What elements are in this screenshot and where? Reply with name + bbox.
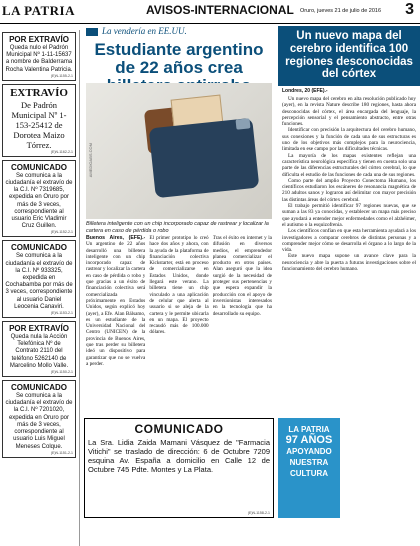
secondary-title-box <box>278 26 420 86</box>
paragraph: El trabajo permitió identificar 97 regiones nuevas, que se suman a las 83 ya conocidas, y establecer un mapa más preciso que ayudará a entender mejor enfermedades como el alzhéimer, el autismo o la esquizofrenia. <box>282 203 416 228</box>
ad-title: COMUNICADO <box>11 162 67 172</box>
ad-title: POR EXTRAVÍO <box>9 324 69 334</box>
ad-code: (E)N-1152-2-1 <box>50 230 73 235</box>
photo-caption: Billetera inteligente con un chip incorporado capaz de rastrear y localizar la cartera en caso de pérdida o robo <box>86 221 269 234</box>
article-column <box>86 235 145 425</box>
ad-code: (E)N-1151-2-1 <box>50 450 73 455</box>
classified-ad <box>2 380 76 458</box>
ad-title: COMUNICADO <box>11 383 67 393</box>
secondary-title: Un nuevo mapa del cerebro identifica 100 regiones desconocidas del córtex <box>285 30 413 81</box>
article-column: Tras el éxito en internet y la difusión en diversos medios, el emprendedor planea comercializar el producto en otros países. Alan aseguró que la idea surgió de la necesidad de proteger sus pertenencias y que espera expandir la producción con el apoyo de inversionistas interesados en la tecnología que ha desarrollado su equipo. <box>212 235 272 317</box>
promo-line: CULTURA <box>289 469 329 478</box>
promo-line: APOYANDO <box>286 447 332 456</box>
ad-code: (E)N-1155-2-1 <box>50 73 73 78</box>
masthead: LA PATRIA <box>2 3 75 18</box>
dateline: Oruro, jueves 21 de julio de 2016 <box>300 8 382 14</box>
paragraph: Como parte del amplio Proyecto Conectoma Humano, los científicos estudiaron los escáneres de resonancia magnética de 210 adultos sanos y lograron así delimitar con mayor precisión las distintas áreas del córtex cerebral. <box>282 177 416 203</box>
classified-ad <box>2 240 76 318</box>
page-number: 3 <box>405 1 414 18</box>
ad-code: (E)N-1150-2-1 <box>50 370 73 375</box>
article-text: Un argentino de 22 años desarrolló una billetera inteligente con un chip incorporado capaz de rastrear y localizar la cartera en caso de pérdida o robo y que gracias a un éxito de financiación colectiva será comercializada próximamente en Estados Unidos, según explicó hoy (ayer), a Efe. Alan Bálsamo, es un estudiante de la Universidad Nacional del Centro (UNICEN) de la provincia de Buenos Aires, que tras perder su billetera ideó un dispositivo para garantizar que no se vuelva a perder. <box>86 241 146 367</box>
promo-line: NUESTRA <box>289 458 329 467</box>
wallet-image <box>149 118 260 198</box>
promo-line: 97 AÑOS <box>285 434 333 446</box>
article-title: Estudiante argentino de 22 años crea <box>94 40 264 77</box>
comunicado-box <box>84 418 274 518</box>
article-city: Buenos Aires, (EFE).- <box>86 235 146 241</box>
promo-line: LA PATRIA <box>288 425 330 434</box>
article-column: El primer prototipo lo creó hace dos años y ahora, con la ayuda de la plataforma de financiación colectiva Kickstarter, está en proceso de comercializarse en Estados Unidos, donde llegará este verano. La billetera tiene un chip vinculado a una aplicación de celular que alerta al usuario si se aleja de la cartera y le permite ubicarla en un mapa. El proyecto recaudó más de 100.000 dólares. <box>149 235 209 336</box>
ad-title: COMUNICADO <box>11 243 67 253</box>
secondary-city: Londres, 20 (EFE).- <box>282 88 328 94</box>
photo-credit: AMEDIOABS.COM <box>88 143 93 178</box>
classified-ad <box>2 321 76 377</box>
comunicado-title: COMUNICADO <box>134 422 224 436</box>
article-kicker: La vendería en EE.UU. <box>84 26 274 39</box>
ad-body: Queda nula la Acción Telefónica Nº de Contrato 2110 del teléfono 5262140 de Marcelino Mollo Valle. <box>9 334 69 369</box>
classified-ad <box>2 160 76 238</box>
chip-image <box>236 118 251 129</box>
paragraph: La mayoría de los mapas existentes reflejan una característica neurológica específica y tienen en cuenta solo una parte de las diferencias estructurales del córtex cerebral, lo que dificulta el estudio de las funciones de cada una de sus regiones. <box>282 152 416 178</box>
paragraph: Un nuevo mapa del cerebro en alta resolución publicado hoy (ayer), en la revista Nature describe 180 regiones, hasta ahora desconocidas del córtex, el área encargada del lenguaje, la percepción sensorial y el pensamiento abstracto, entre otras funciones. <box>282 96 416 128</box>
article-columns <box>84 235 274 425</box>
ad-code: (E)N-1162-2-1 <box>50 149 73 154</box>
ad-title: POR EXTRAVÍO <box>9 35 69 44</box>
ad-body: Se comunica a la ciudadanía el extravío de la C.I. Nº 933325, expedida en Cochabamba por más de 3 veces, correspondiente al usuario Daniel Leocenia Canaviri. <box>5 253 73 310</box>
paragraph: Identificar con precisión la arquitectura del cerebro humano, sus conexiones y la función de cada una de sus estructuras es uno de los objetivos más complejos para la neurociencia, limitada en ese campo por las dificultades técnicas. <box>282 127 416 153</box>
promo-box <box>278 418 340 518</box>
paragraph: Los científicos confían en que esta herramienta ayudará a los investigadores a comparar cerebros de distintas personas y a comprender mejor cómo se desarrolla el órgano a lo largo de la vida. <box>282 228 416 254</box>
ad-body: Se comunica a la ciudadanía el extravío de la C.I. Nº 7201020, expedida en Oruro por más de 3 veces, correspondiente al usuario Luis Miguel Meneses Colque. <box>5 393 73 450</box>
ad-code: (E)N-1153-2-1 <box>50 311 73 316</box>
section-title: AVISOS-INTERNACIONAL <box>146 3 294 17</box>
main-article <box>84 26 274 425</box>
classified-ad <box>2 32 76 81</box>
paragraph: Este nuevo mapa supone un avance clave para la neurociencia y abre la puerta a futuras investigaciones sobre el funcionamiento del cerebro humano. <box>282 253 416 273</box>
classifieds-column <box>0 30 80 546</box>
comunicado-body: La Sra. Lidia Zaida Mamani Vásquez de "Farmacia Vitichi" se traslado de dirección: 6 de Octubre 7209 esquina Av. España a domicilio en Calle 12 de Octubre 745 Pdte. Montes y La Plata. <box>88 438 270 474</box>
ad-body: Se comunica a la ciudadanía el extravío de la C.I. Nº 7319685, expedida en Oruro por más de 3 veces, correspondiente al usuario Eric Vladimir Cruz Guillen. <box>5 172 73 230</box>
page-header <box>0 0 420 24</box>
ad-body: De Padrón Municipal Nº 1-153-25412 de Dorotea Maizo Tórrez. <box>11 99 67 150</box>
classified-ad <box>2 84 76 157</box>
ad-body: Queda nulo el Padrón Municipal Nº 1-11-15637 a nombre de Balderrama Rocha Valentina Patricia. <box>5 45 73 73</box>
article-photo <box>86 83 272 219</box>
comunicado-code: (E)N-1158-2-1 <box>247 511 270 515</box>
ad-title: EXTRAVÍO <box>10 86 68 99</box>
